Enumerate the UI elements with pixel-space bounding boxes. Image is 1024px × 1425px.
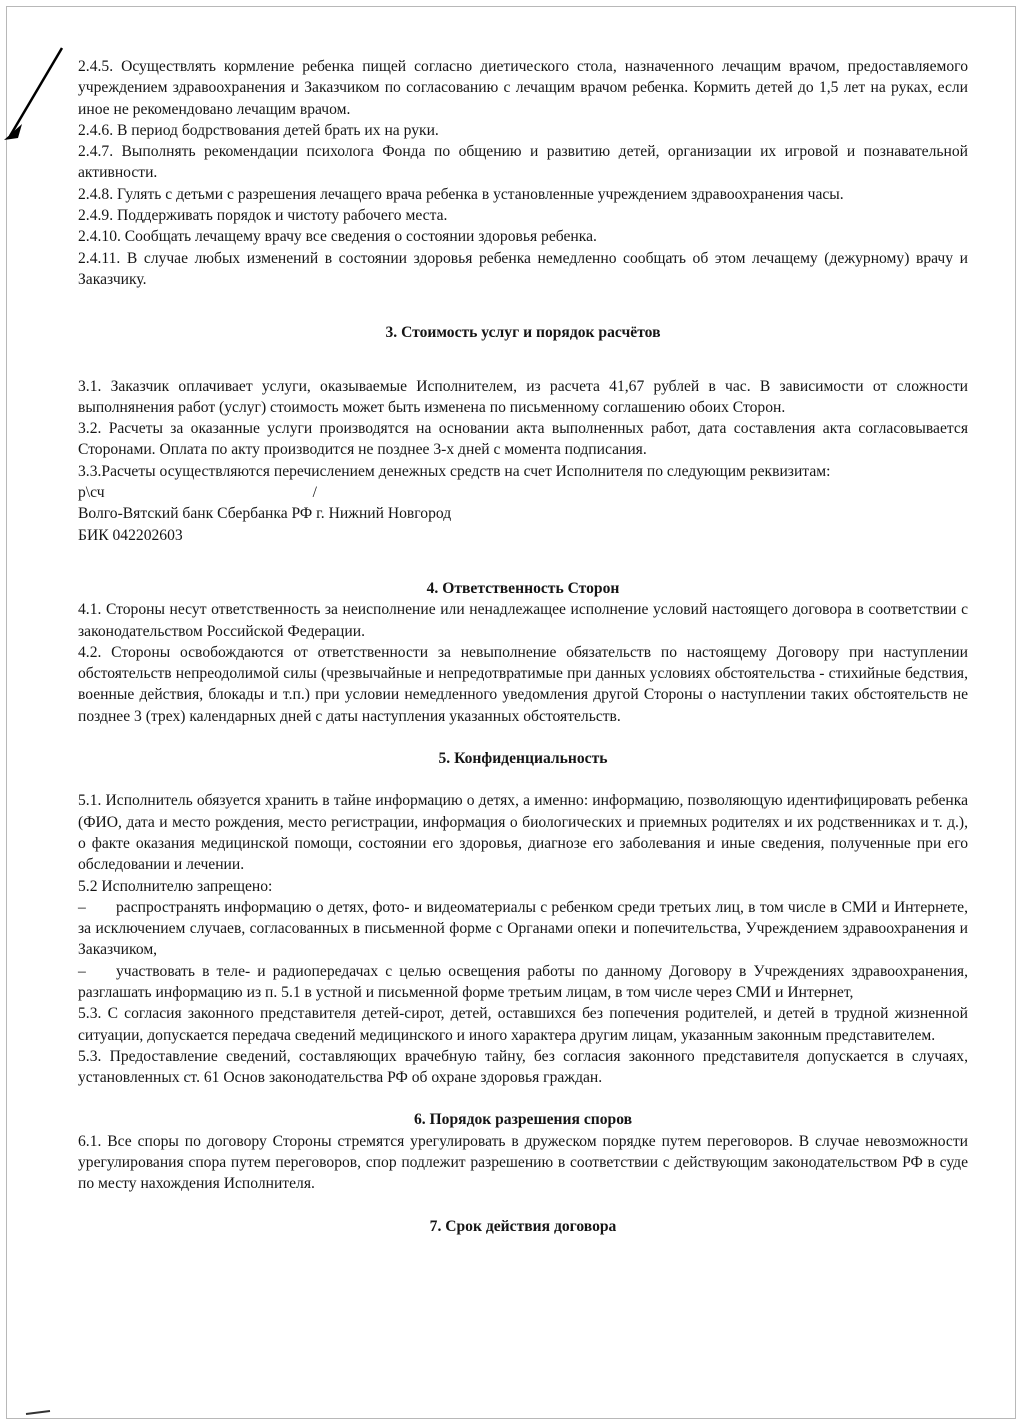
bank-bik: БИК 042202603 <box>78 526 183 544</box>
section-3-heading: 3. Стоимость услуг и порядок расчётов <box>385 324 661 342</box>
clause-3-2: 3.2. Расчеты за оказанные услуги производятся на основании акта выполненных работ, дата составления акта согласовывается Сторонами. Оплата по акту производится не позднее 3-х дней с момента подписания. <box>78 420 968 459</box>
prohibition-item-2-text: участвовать в теле- и радиопередачах с целью освещения работы по данному Договору в Учреждениях здравоохранения, разглашать информацию из п. 5.1 в устной и письменной форме третьим лицам, в том числе через СМИ и Интернет, <box>78 962 968 1001</box>
prohibition-item-2 <box>78 961 968 1004</box>
scan-mark <box>24 1408 54 1418</box>
dash-mark: – <box>78 962 86 980</box>
clause-2-4-9: 2.4.9. Поддерживать порядок и чистоту рабочего места. <box>78 207 448 225</box>
dash-mark: – <box>78 898 86 916</box>
bank-name: Волго-Вятский банк Сбербанка РФ г. Нижний Новгород <box>78 505 452 523</box>
clause-2-4-5: 2.4.5. Осуществлять кормление ребенка пищей согласно диетического стола, назначенного лечащим врачом, предоставляемого учреждением здравоохранения и Заказчиком по согласованию с лечащим врачом ребенка. Кормить детей до 1,5 лет на руках, если иное не рекомендовано лечащим врачом. <box>78 58 968 118</box>
clause-5-3-b: 5.3. Предоставление сведений, составляющих врачебную тайну, без согласия законного представителя допускается в случаях, установленных ст. 61 Основ законодательства РФ об охране здоровья граждан. <box>78 1047 968 1087</box>
clause-3-1: 3.1. Заказчик оплачивает услуги, оказываемые Исполнителем, из расчета 41,67 рублей в час. В зависимости от сложности выполнянения работ (услуг) стоимость может быть изменена по письменному соглашению обоих Сторон. <box>78 377 968 416</box>
document-body <box>78 56 968 1237</box>
clause-4-1: 4.1. Стороны несут ответственность за неисполнение или ненадлежащее исполнение условий настоящего договора в соответствии с законодательством Российской Федерации. <box>78 601 968 640</box>
clause-3-3: 3.3.Расчеты осуществляются перечислением денежных средств на счет Исполнителя по следующим реквизитам: <box>78 462 831 480</box>
clause-6-1: 6.1. Все споры по договору Стороны стремятся урегулировать в дружеском порядке путем переговоров. В случае невозможности урегулирования спора путем переговоров, спор подлежит разрешению в соответствии с действующим законодательством РФ в суде по месту нахождения Исполнителя. <box>78 1132 968 1193</box>
section-5-heading: 5. Конфиденциальность <box>438 750 608 768</box>
clause-2-4-8: 2.4.8. Гулять с детьми с разрешения лечащего врача ребенка в установленные учреждением здравоохранения часы. <box>78 185 844 203</box>
prohibition-item-1 <box>78 897 968 961</box>
clause-5-1: 5.1. Исполнитель обязуется хранить в тайне информацию о детях, а именно: информацию, позволяющую идентифицировать ребенка (ФИО, дата и место рождения, место регистрации, информация о биологических и приемных родителях и их родственниках и т. д.), о факте оказания медицинской помощи, состоянии его здоровья, диагнозе его заболевания и иные сведения, полученные при его обследовании и лечении. <box>78 792 968 874</box>
clause-5-2: 5.2 Исполнителю запрещено: <box>78 877 273 895</box>
clause-2-4-10: 2.4.10. Сообщать лечащему врачу все сведения о состоянии здоровья ребенка. <box>78 228 597 246</box>
section-6-heading: 6. Порядок разрешения споров <box>413 1111 633 1129</box>
pen-stroke-mark <box>0 44 70 144</box>
clause-2-4-7: 2.4.7. Выполнять рекомендации психолога Фонда по общению и развитию детей, организации их игровой и познавательной активности. <box>78 143 968 182</box>
section-4-heading: 4. Ответственность Сторон <box>426 579 620 597</box>
clause-5-3-a: 5.3. С согласия законного представителя детей-сирот, детей, оставшихся без попечения родителей, и детей в трудной жизненной ситуации, допускается передача сведений медицинского и иного характера другим лицам, указанным законным представителем. <box>78 1005 968 1044</box>
section-7-heading: 7. Срок действия договора <box>429 1217 617 1235</box>
account-separator: / <box>312 484 317 502</box>
account-line <box>78 482 968 503</box>
clause-4-2: 4.2. Стороны освобождаются от ответственности за невыполнение обязательств по настоящему Договору при наступлении обстоятельств непреодолимой силы (чрезвычайные и непредотвратимые при данных условиях обстоятельства - стихийные бедствия, военные действия, блокады и т.п.) при условии немедленного уведомления другой Стороны о наступлении таких обстоятельств не позднее 3 (трех) календарных дней с даты наступления указанных обстоятельств. <box>78 643 968 725</box>
account-label: р\сч <box>78 484 105 502</box>
clause-2-4-6: 2.4.6. В период бодрствования детей брать их на руки. <box>78 121 439 139</box>
prohibition-item-1-text: распространять информацию о детях, фото- и видеоматериалы с ребенком среди третьих лиц, в том числе в СМИ и Интернете, за исключением случаев, согласованных в письменной форме с Органами опеки и попечительства, Учреждением здравоохранения и Заказчиком, <box>78 898 968 959</box>
clause-2-4-11: 2.4.11. В случае любых изменений в состоянии здоровья ребенка немедленно сообщать об этом лечащему (дежурному) врачу и Заказчику. <box>78 249 968 288</box>
